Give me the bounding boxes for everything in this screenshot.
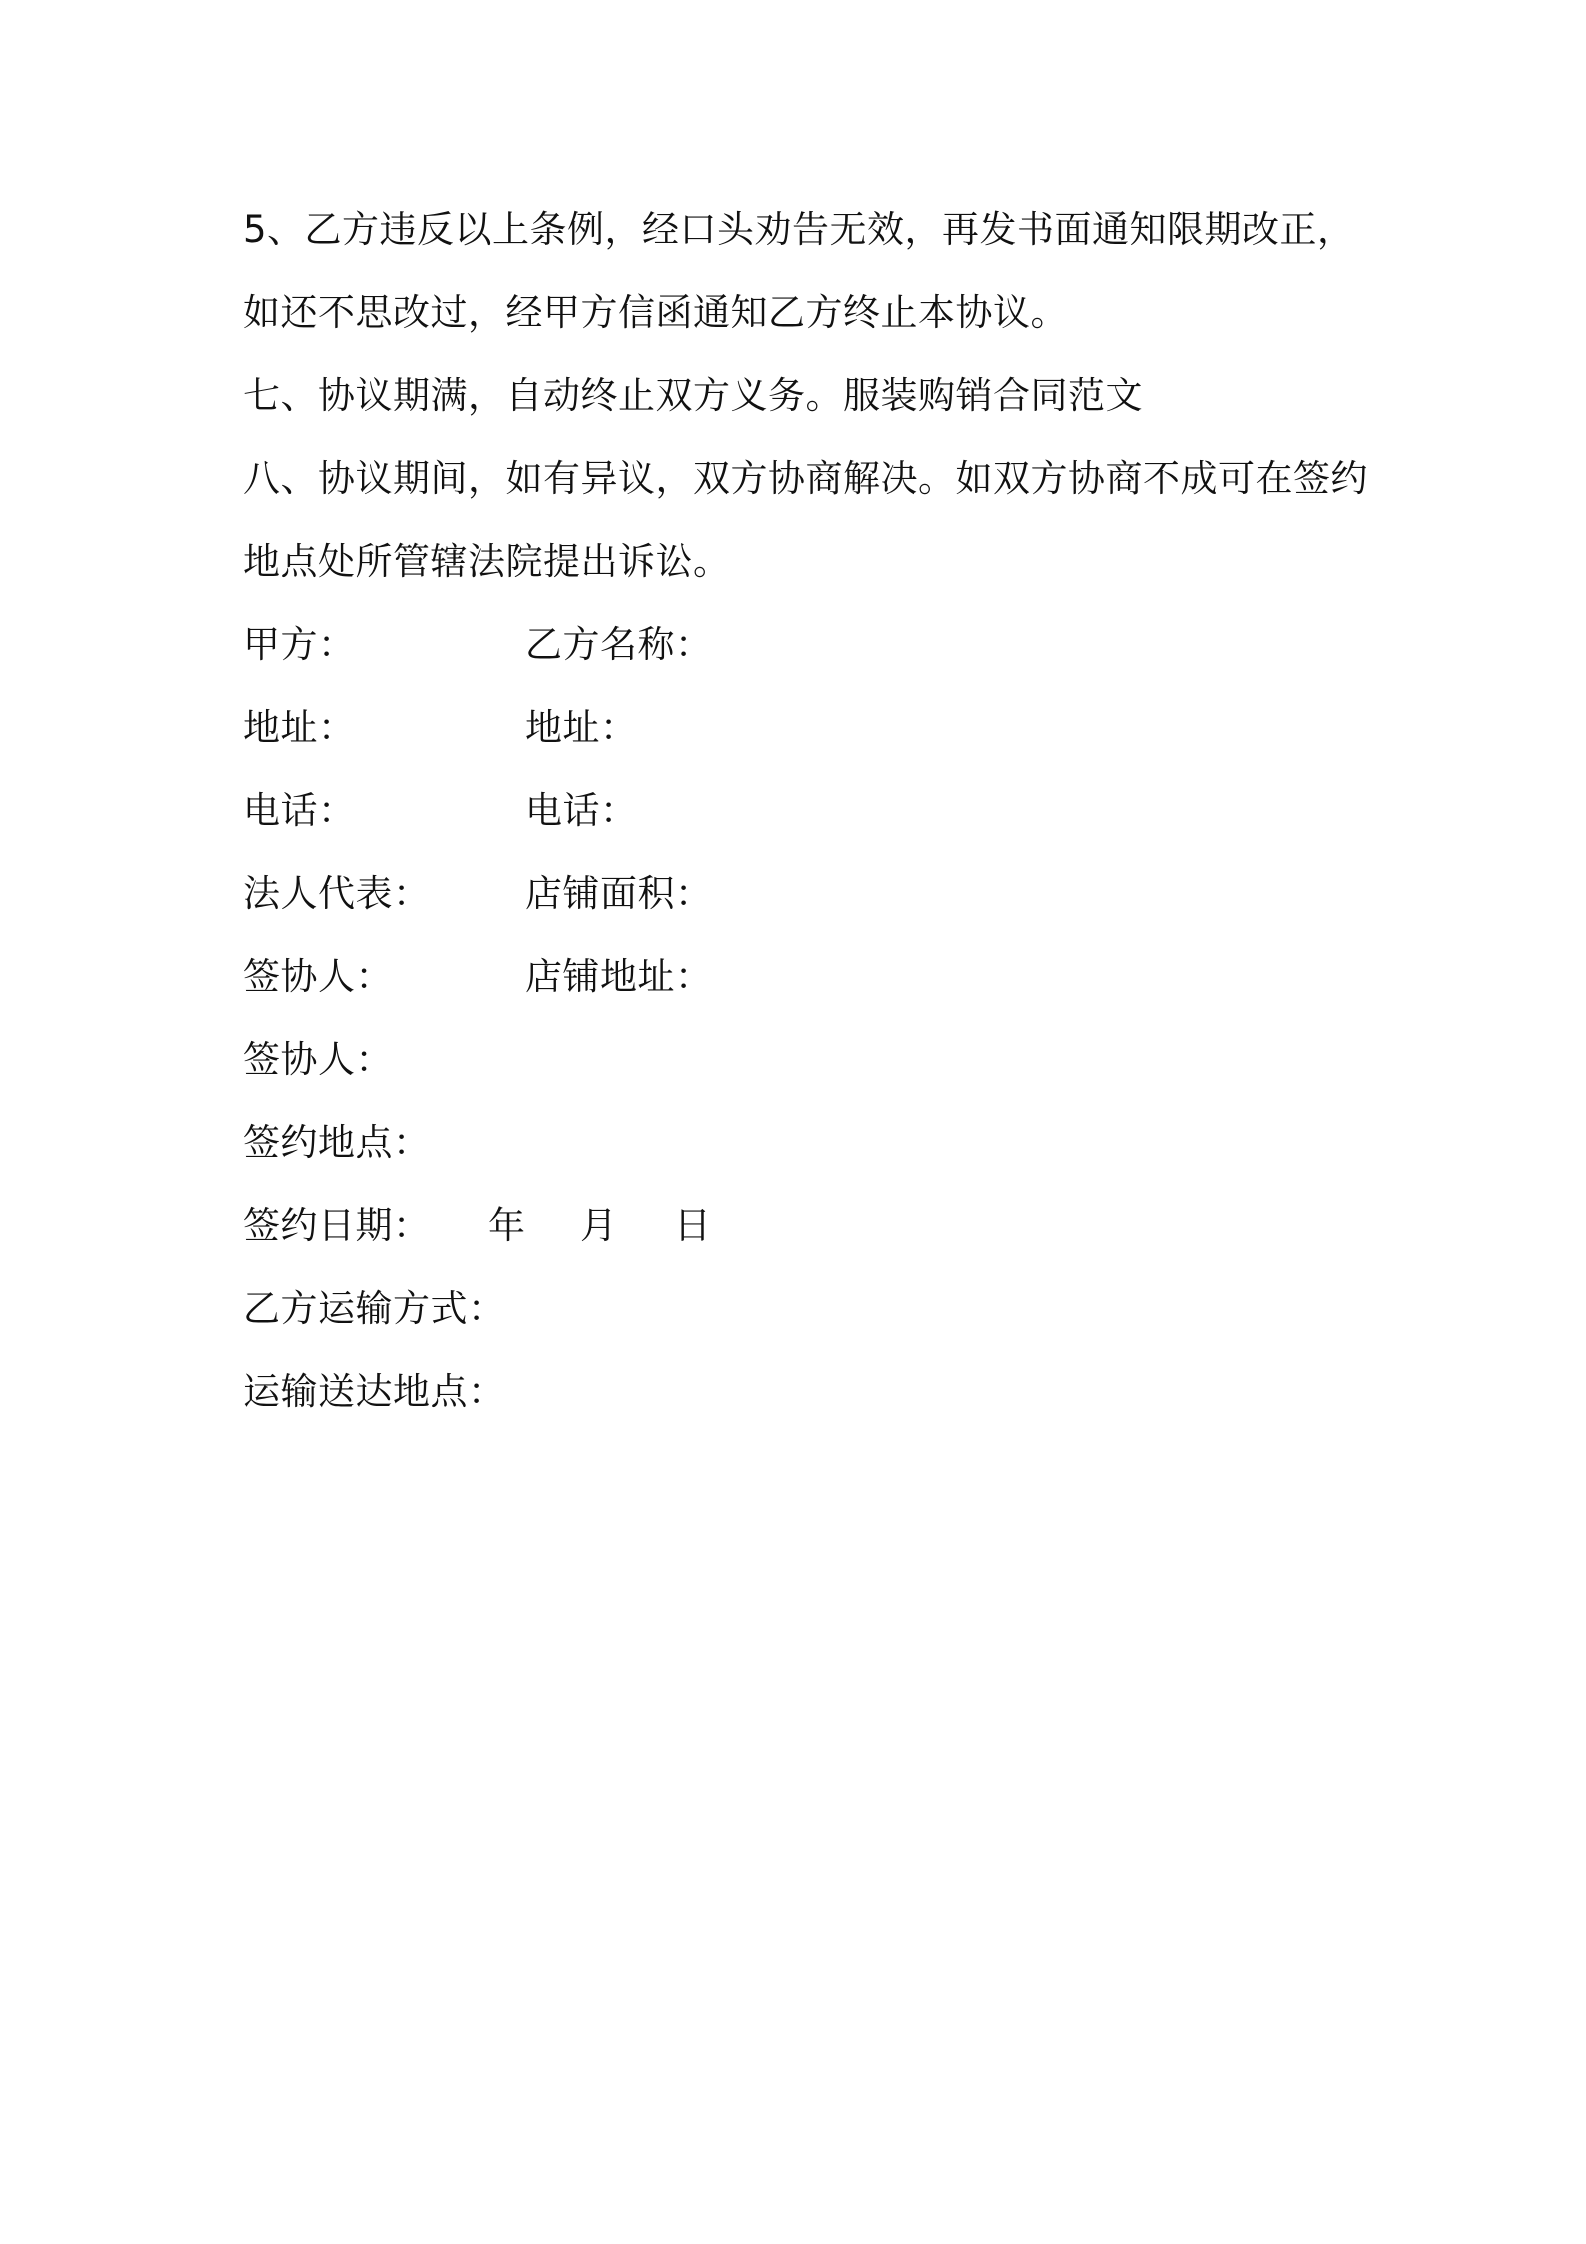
party-a-legal-rep-label: 法人代表：	[243, 872, 431, 915]
date-day-label: 日	[674, 1204, 711, 1247]
party-b-phone-label: 电话：	[525, 789, 638, 832]
party-b-store-address-label: 店铺地址：	[525, 955, 713, 998]
party-a-name-label: 甲方：	[243, 623, 356, 666]
party-b-store-area-label: 店铺面积：	[525, 872, 713, 915]
party-a-address-label: 地址：	[243, 706, 356, 749]
date-year-label: 年	[488, 1204, 525, 1247]
clause-7: 七、协议期满，自动终止双方义务。服装购销合同范文	[243, 374, 1143, 417]
party-a-signer-label: 签协人：	[243, 955, 393, 998]
date-month-label: 月	[580, 1204, 617, 1247]
party-a-phone-label: 电话：	[243, 789, 356, 832]
signing-place-label: 签约地点：	[243, 1121, 431, 1164]
clause-5-line-2: 如还不思改过，经甲方信函通知乙方终止本协议。	[243, 291, 1068, 334]
party-b-name-label: 乙方名称：	[525, 623, 713, 666]
clause-8-line-1: 八、协议期间，如有异议，双方协商解决。如双方协商不成可在签约	[243, 457, 1368, 500]
shipping-method-label: 乙方运输方式：	[243, 1287, 506, 1330]
shipping-destination-label: 运输送达地点：	[243, 1370, 506, 1413]
party-b-signer-label: 签协人：	[243, 1038, 393, 1081]
party-b-address-label: 地址：	[525, 706, 638, 749]
signing-date-label: 签约日期：	[243, 1204, 431, 1247]
clause-5-line-1: 5、乙方违反以上条例，经口头劝告无效，再发书面通知限期改正，	[243, 208, 1355, 251]
clause-8-line-2: 地点处所管辖法院提出诉讼。	[243, 540, 731, 583]
